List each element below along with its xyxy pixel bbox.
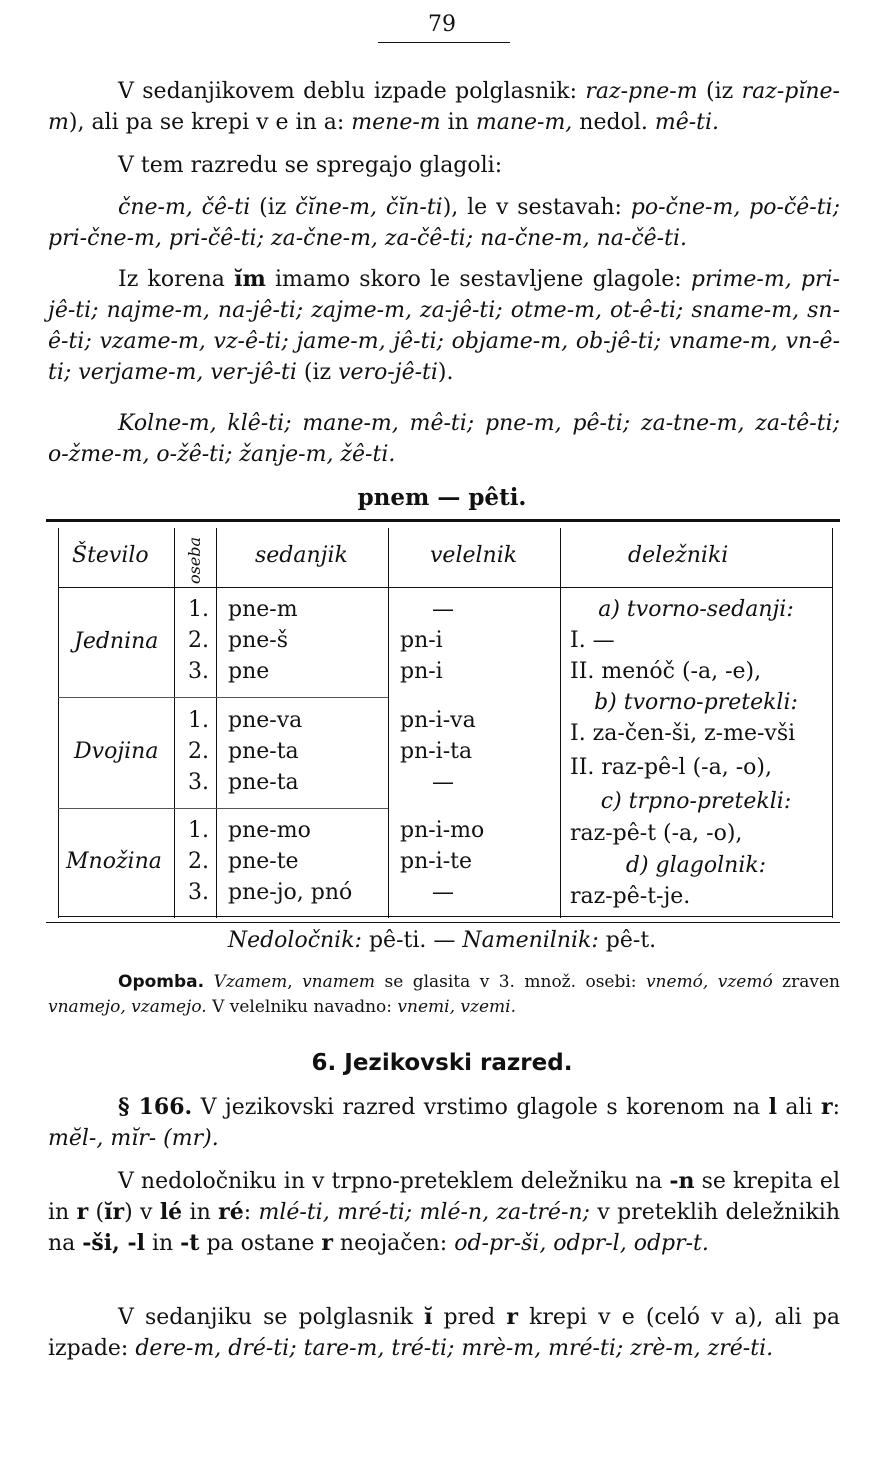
group-mnozina: Množina: [66, 849, 162, 874]
paragraph-class-intro: V tem razredu se spregajo glagoli:: [118, 153, 503, 178]
velelnik-form: —: [432, 880, 454, 905]
paragraph-cne-verbs: čne-m, čê-ti (iz čĭne-m, čĭn-ti), le v sestavah: po-čne-m, po-čê-ti; pri-čne-m, pri-čê-ti; za-čne-m, za-čê-ti; na-čne-m, na-čê-ti.: [48, 195, 840, 251]
person-number: 1.: [188, 708, 209, 733]
table-top-rule: [46, 519, 840, 522]
table-col-divider-2: [216, 528, 217, 918]
velelnik-form: pn-i: [400, 659, 443, 684]
table-left-border: [58, 528, 59, 918]
table-title: pnem — pêti.: [357, 484, 527, 511]
table-outer-bottom-rule: [46, 922, 840, 923]
delezniki-form: I. —: [570, 628, 615, 653]
section-heading: 6. Jezikovski razred.: [311, 1050, 573, 1076]
delezniki-heading: d) glagolnik:: [625, 853, 767, 878]
sedanjik-form: pne-ta: [228, 770, 299, 795]
header-velelnik: velelnik: [430, 543, 518, 568]
person-number: 1.: [188, 818, 209, 843]
velelnik-form: pn-i-mo: [400, 818, 485, 843]
person-number: 2.: [188, 628, 209, 653]
sedanjik-form: pne-jo, pnó: [228, 880, 353, 905]
person-number: 2.: [188, 739, 209, 764]
delezniki-heading: c) trpno-pretekli:: [600, 789, 792, 814]
header-sedanjik: sedanjik: [255, 543, 348, 568]
sedanjik-form: pne-š: [228, 628, 288, 653]
velelnik-form: —: [432, 770, 454, 795]
velelnik-form: pn-i-te: [400, 849, 473, 874]
sedanjik-form: pne: [228, 659, 270, 684]
paragraph-vowel-drop: V sedanjikovem deblu izpade polglasnik: raz-pne-m (iz raz-pĭne-m), ali pa se krepi v e in a: mene-m in mane-m, nedol. mê-ti.: [48, 79, 840, 135]
delezniki-form: I. za-čen-ši, z-me-vši: [570, 721, 796, 746]
person-number: 1.: [188, 597, 209, 622]
delezniki-form: II. menóč (-a, -e),: [570, 659, 762, 684]
person-number: 3.: [188, 770, 209, 795]
sedanjik-form: pne-m: [228, 597, 298, 622]
page-number-rule: [378, 42, 510, 43]
table-right-border: [832, 528, 833, 918]
table-col-divider-3: [388, 528, 389, 918]
paragraph-im-root: Iz korena ĭm imamo skoro le sestavljene glagole: prime-m, pri-jê-ti; najme-m, na-jê-ti; zajme-m, za-jê-ti; otme-m, ot-ê-ti; sname-m, sn-ê-ti; vzame-m, vz-ê-ti; jame-m, jê-ti; objame-m, ob-jê-ti; vname-m, vn-ê-ti; verjame-m, ver-jê-ti (iz vero-jê-ti).: [48, 266, 840, 385]
header-oseba: oseba: [185, 536, 204, 584]
paragraph-present: V sedanjiku se polglasnik ĭ pred r krepi v e (celó v a), ali pa izpade: dere-m, dré-ti; tare-m, tré-ti; mrè-m, mré-ti; zrè-m, zré-ti.: [48, 1304, 840, 1361]
group-separator-1: [58, 697, 388, 698]
group-separator-2: [58, 808, 388, 809]
delezniki-form: raz-pê-t-je.: [570, 884, 691, 909]
sedanjik-form: pne-va: [228, 708, 303, 733]
velelnik-form: pn-i: [400, 628, 443, 653]
note-opomba: Opomba. Vzamem, vnamem se glasita v 3. množ. osebi: vnemó, vzemó zraven vnamejo, vzamejo. V velelniku navadno: vnemi, vzemi.: [48, 972, 840, 1017]
table-col-divider-1: [174, 528, 175, 918]
paragraph-166: § 166. V jezikovski razred vrstimo glagole s korenom na l ali r: mĕl-, mĭr- (mr).: [48, 1094, 840, 1151]
sedanjik-form: pne-mo: [228, 818, 311, 843]
header-stevilo: Število: [72, 543, 149, 568]
group-jednina: Jednina: [74, 629, 159, 654]
delezniki-heading: b) tvorno-pretekli:: [594, 690, 798, 715]
sedanjik-form: pne-te: [228, 849, 299, 874]
delezniki-heading: a) tvorno-sedanji:: [598, 597, 794, 622]
header-delezniki: deležniki: [628, 543, 729, 568]
page-number: 79: [428, 12, 456, 37]
person-number: 3.: [188, 659, 209, 684]
paragraph-other-verbs: Kolne-m, klê-ti; mane-m, mê-ti; pne-m, pê-ti; za-tne-m, za-tê-ti; o-žme-m, o-žê-ti; žanje-m, žê-ti.: [48, 411, 840, 467]
delezniki-form: raz-pê-t (-a, -o),: [570, 821, 743, 846]
velelnik-form: pn-i-ta: [400, 739, 473, 764]
table-footer: Nedoločnik: pê-ti. — Namenilnik: pê-t.: [227, 928, 657, 953]
delezniki-form: II. raz-pê-l (-a, -o),: [570, 755, 772, 780]
person-number: 3.: [188, 880, 209, 905]
paragraph-infinitive: V nedoločniku in v trpno-preteklem deležniku na -n se krepita el in r (ĭr) v lé in ré: mlé-ti, mré-ti; mlé-n, za-tré-n; v preteklih deležnikih na -ši, -l in -t pa ostane r neojačen: od-pr-ši, odpr-l, odpr-t.: [48, 1168, 841, 1256]
group-dvojina: Dvojina: [74, 739, 159, 764]
velelnik-form: —: [432, 597, 454, 622]
person-number: 2.: [188, 849, 209, 874]
velelnik-form: pn-i-va: [400, 708, 476, 733]
sedanjik-form: pne-ta: [228, 739, 299, 764]
